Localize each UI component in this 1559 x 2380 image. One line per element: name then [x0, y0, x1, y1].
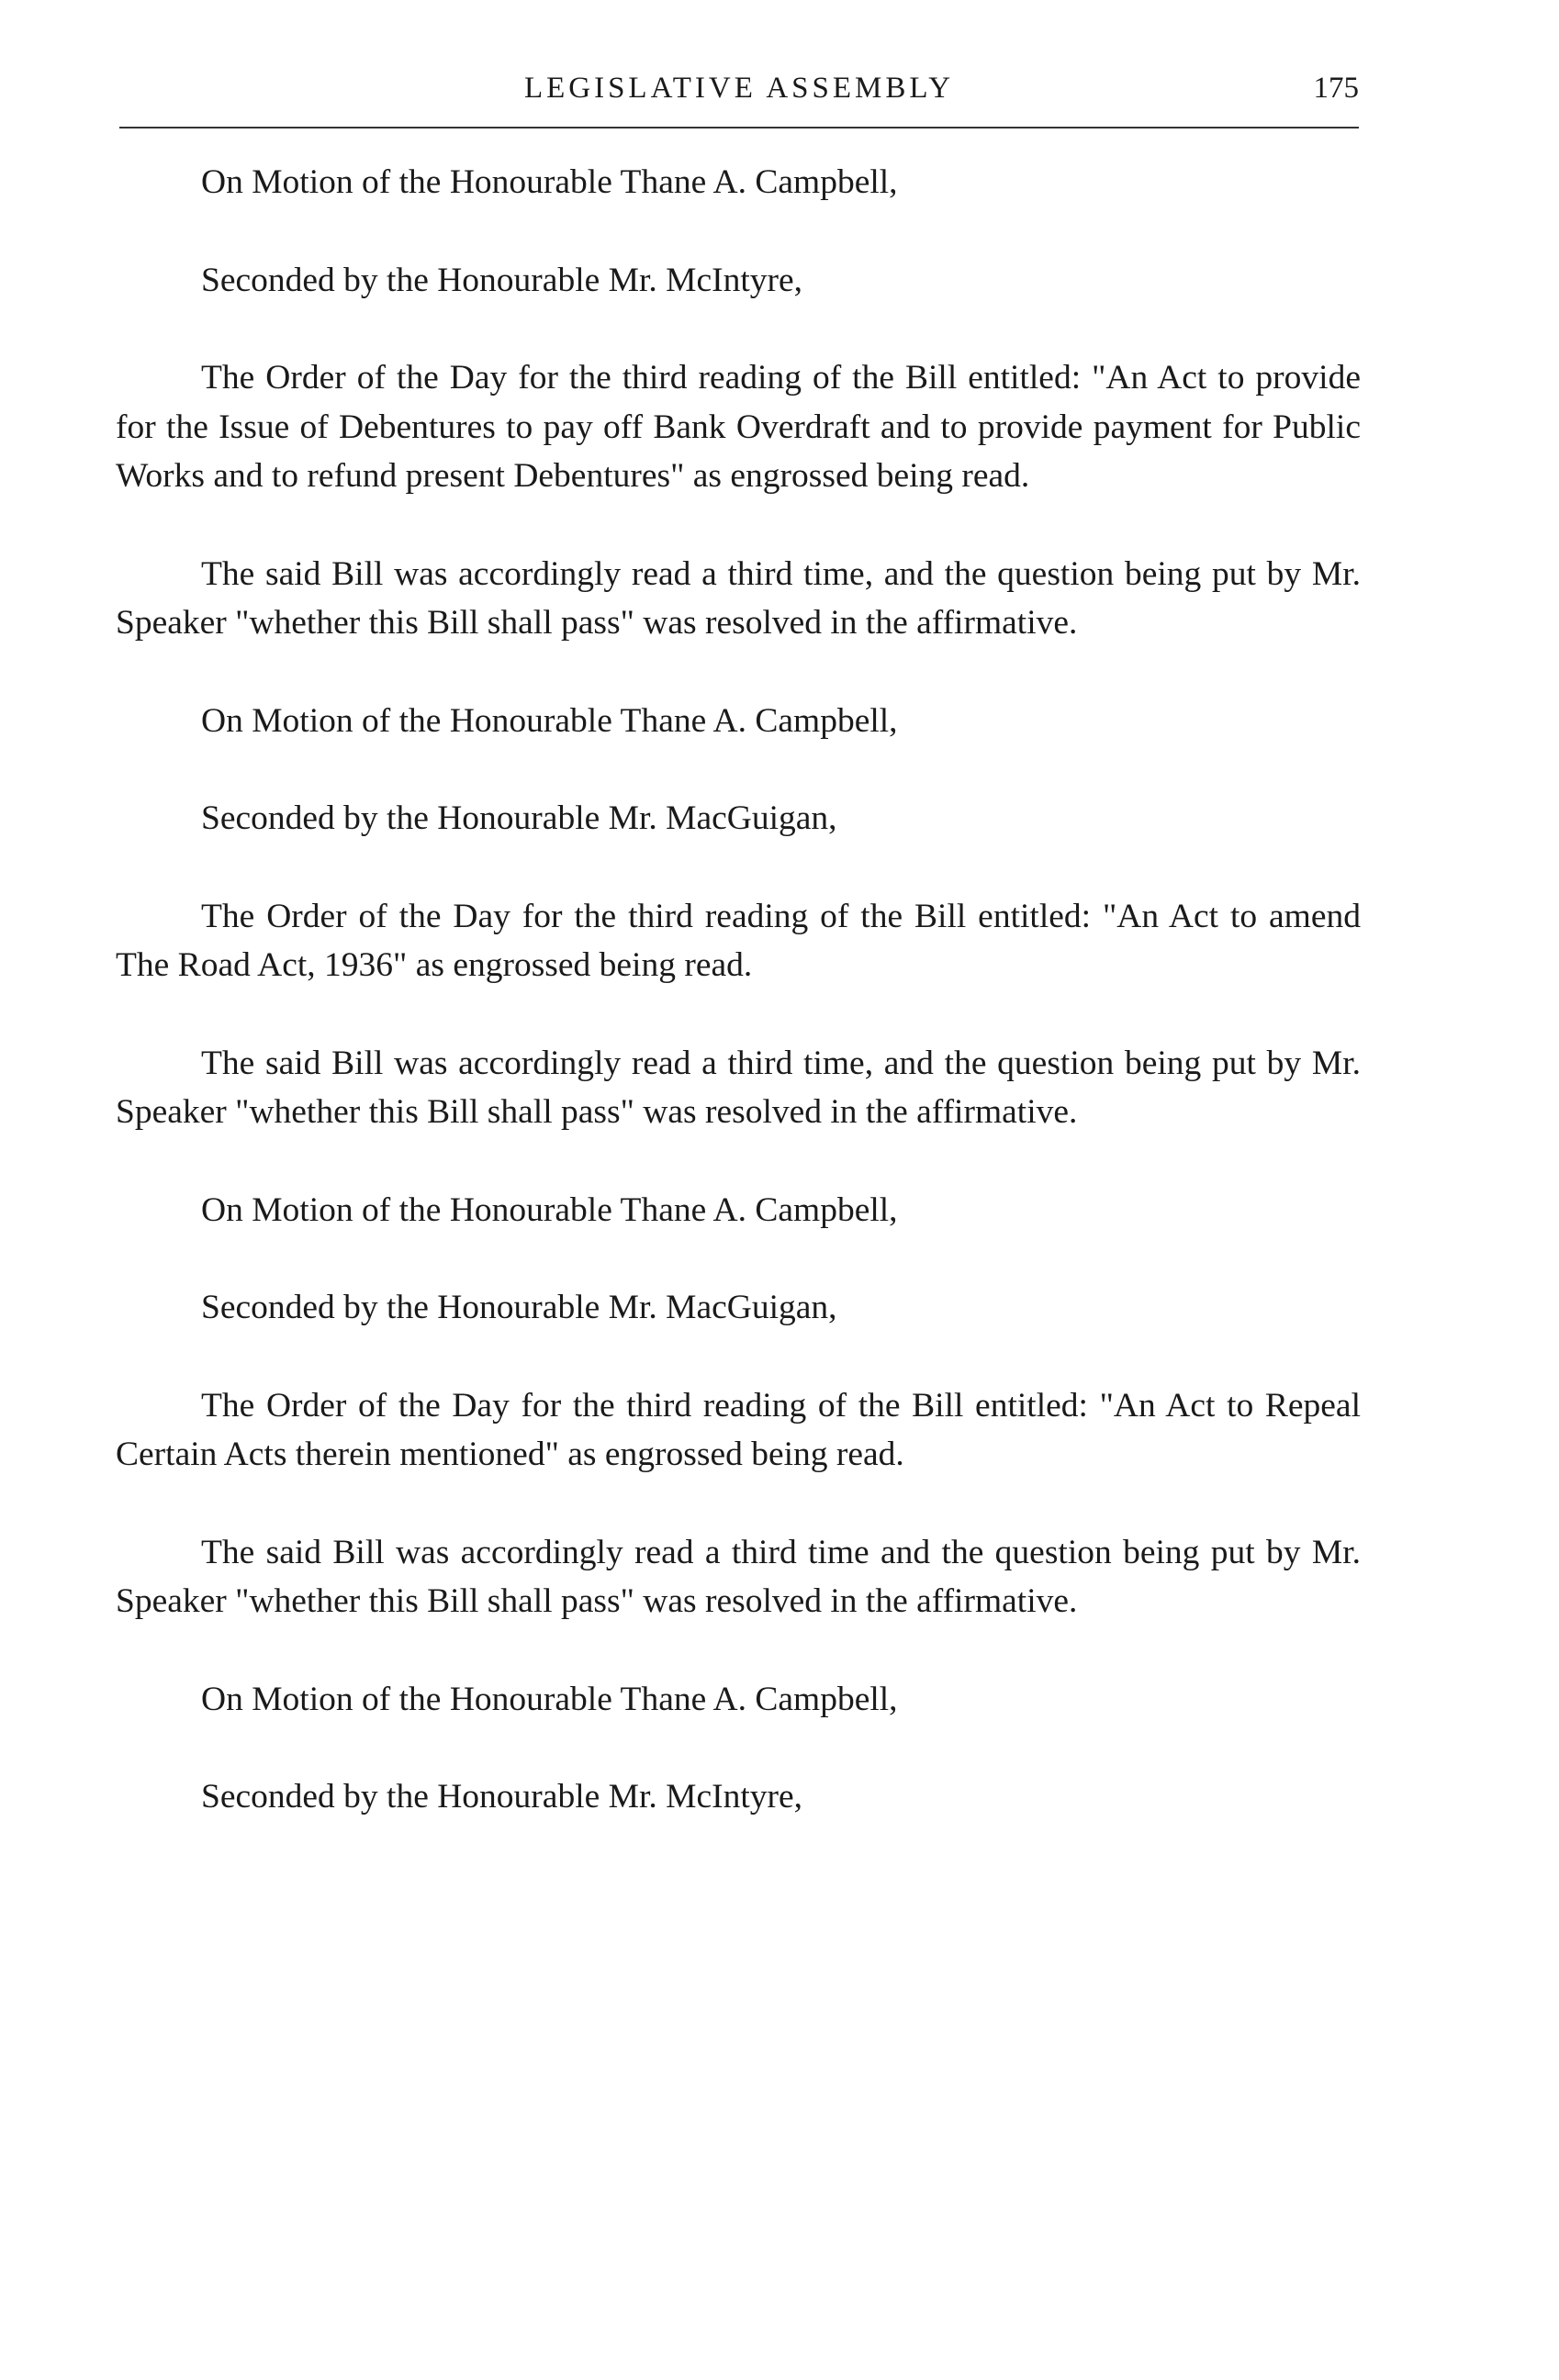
seconded-line: Seconded by the Honourable Mr. McIntyre, [201, 261, 803, 299]
motion-line: On Motion of the Honourable Thane A. Campbell, [201, 701, 898, 740]
motion-line: On Motion of the Honourable Thane A. Campbell, [201, 1680, 898, 1718]
order-of-day-paragraph: The Order of the Day for the third reading of the Bill entitled: "An Act to Repeal Certain Acts therein mentioned" as engrossed being read. [116, 1386, 1361, 1473]
header-rule [119, 127, 1359, 128]
order-of-day-paragraph: The Order of the Day for the third reading of the Bill entitled: "An Act to provide for the Issue of Debentures to pay off Bank Overdraft and to provide payment for Public Works and to refund present Debentures" as engrossed being read. [116, 359, 1361, 495]
journal-body [116, 158, 1361, 1822]
motion-line: On Motion of the Honourable Thane A. Campbell, [201, 163, 898, 201]
seconded-line: Seconded by the Honourable Mr. MacGuigan, [201, 1289, 837, 1326]
motion-line: On Motion of the Honourable Thane A. Campbell, [201, 1190, 898, 1229]
seconded-line: Seconded by the Honourable Mr. McIntyre, [201, 1778, 803, 1816]
resolution-paragraph: The said Bill was accordingly read a third time, and the question being put by Mr. Speaker "whether this Bill shall pass" was resolved in the affirmative. [116, 554, 1361, 642]
order-of-day-paragraph: The Order of the Day for the third reading of the Bill entitled: "An Act to amend The Road Act, 1936" as engrossed being read. [116, 897, 1361, 984]
resolution-paragraph: The said Bill was accordingly read a third time, and the question being put by Mr. Speaker "whether this Bill shall pass" was resolved in the affirmative. [116, 1044, 1361, 1131]
page-header [119, 62, 1359, 117]
page-number: 175 [1313, 72, 1359, 105]
resolution-paragraph: The said Bill was accordingly read a third time and the question being put by Mr. Speaker "whether this Bill shall pass" was resolved in the affirmative. [116, 1533, 1361, 1620]
seconded-line: Seconded by the Honourable Mr. MacGuigan, [201, 799, 837, 837]
running-title: LEGISLATIVE ASSEMBLY [523, 72, 955, 105]
